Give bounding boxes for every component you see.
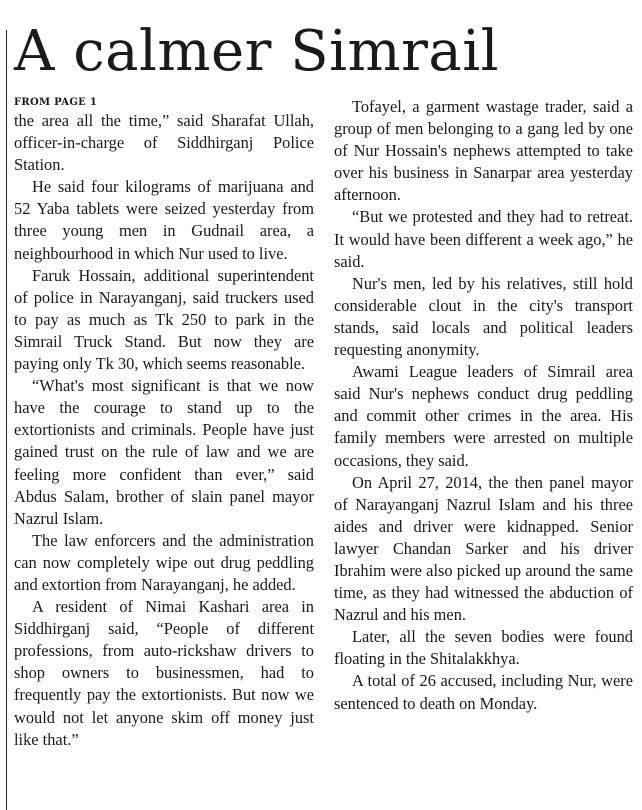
jump-line: FROM PAGE 1 xyxy=(14,97,98,108)
paragraph: The law enforcers and the administration can now completely wipe out drug peddling and extortion from Narayanganj, he added. xyxy=(14,530,314,594)
paragraph: Later, all the seven bodies were found floating in the Shitalakkhya. xyxy=(334,627,633,669)
left-column xyxy=(14,96,314,810)
paragraph: Faruk Hossain, additional superintendent of police in Narayanganj, said truckers used to pay as much as Tk 250 to park in the Simrail Truck Stand. But now they are paying only Tk 30, which seems reasonable. xyxy=(14,265,314,374)
paragraph: On April 27, 2014, the then panel mayor of Narayanganj Nazrul Islam and his three aides and driver were kidnapped. Senior lawyer Chandan Sarker and his driver Ibrahim were also picked up around the same time, as they had witnessed the abduction of Nazrul and his men. xyxy=(334,472,633,625)
paragraph: He said four kilograms of marijuana and 52 Yaba tablets were seized yesterday from three young men in Gudnail area, a neighbourhood in which Nur used to live. xyxy=(14,177,314,263)
paragraph: “But we protested and they had to retreat. It would have been different a week ago,” he said. xyxy=(334,207,633,271)
paragraph: A resident of Nimai Kashari area in Siddhirganj said, “People of different professions, from auto-rickshaw drivers to shop owners to businessmen, had to frequently pay the extortionists. But now we would not let anyone skim off money just like that.” xyxy=(14,597,314,749)
paragraph: “What's most significant is that we now have the courage to stand up to the extortionists and criminals. People have just gained trust on the rule of law and we are feeling more confident than ever,” said Abdus Salam, brother of slain panel mayor Nazrul Islam. xyxy=(14,376,314,528)
paragraph: A total of 26 accused, including Nur, were sentenced to death on Monday. xyxy=(334,671,633,713)
column-rule xyxy=(6,30,7,810)
paragraph: the area all the time,” said Sharafat Ullah, officer-in-charge of Siddhirganj Police Station. xyxy=(14,111,314,175)
paragraph: Tofayel, a garment wastage trader, said a group of men belonging to a gang led by one of Nur Hossain's nephews attempted to take over his business in Sanarpar area yesterday afternoon. xyxy=(334,97,633,205)
paragraph: Nur's men, led by his relatives, still hold considerable clout in the city's transport stands, said locals and political leaders requesting anonymity. xyxy=(334,273,633,360)
right-column xyxy=(334,96,633,810)
headline: A calmer Simrail xyxy=(14,19,500,84)
paragraph: Awami League leaders of Simrail area said Nur's nephews conduct drug peddling and commit other crimes in the area. His family members were arrested on multiple occasions, they said. xyxy=(334,362,633,470)
